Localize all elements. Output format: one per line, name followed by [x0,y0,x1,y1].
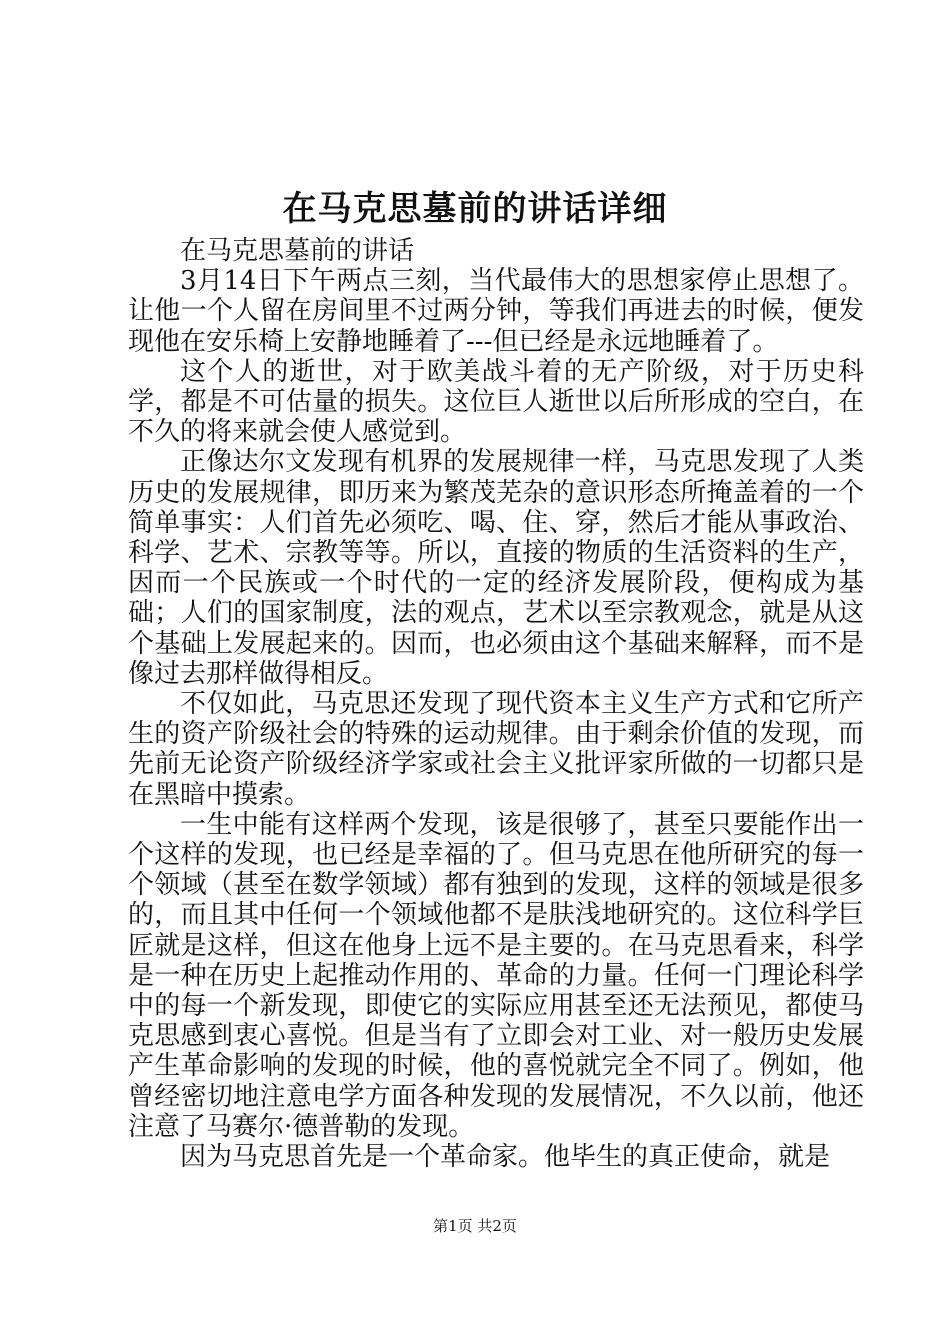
paragraph: 3月14日下午两点三刻，当代最伟大的思想家停止思想了。让他一个人留在房间里不过两分钟，等我们再进去的时候，便发现他在安乐椅上安静地睡着了---但已经是永远地睡着了。 [128,266,864,357]
paragraph: 因为马克思首先是一个革命家。他毕生的真正使命，就是 [180,1142,831,1173]
paragraph: 一生中能有这样两个发现，该是很够了，甚至只要能作出一个这样的发现，也已经是幸福的了。但马克思在他所研究的每一个领域（甚至在数学领域）都有独到的发现，这样的领域是很多的，而且其中任何一个领域他都不是肤浅地研究的。这位科学巨匠就是这样，但这在他身上远不是主要的。在马克思看来，科学是一种在历史上起推动作用的、革命的力量。任何一门理论科学中的每一个新发现，即使它的实际应用甚至还无法预见，都使马克思感到衷心喜悦。但是当有了立即会对工业、对一般历史发展产生革命影响的发现的时候，他的喜悦就完全不同了。例如，他曾经密切地注意电学方面各种发现的发展情况，不久以前，他还注意了马赛尔·德普勒的发现。 [128,809,864,1142]
paragraph: 这个人的逝世，对于欧美战斗着的无产阶级，对于历史科学，都是不可估量的损失。这位巨人逝世以后所形成的空白，在不久的将来就会使人感觉到。 [128,356,864,448]
document-title: 在马克思墓前的讲话详细 [282,189,668,229]
document-body [128,236,864,1172]
page-number-footer: 第1页 共2页 [433,1217,517,1235]
paragraph: 正像达尔文发现有机界的发展规律一样，马克思发现了人类历史的发展规律，即历来为繁茂芜杂的意识形态所掩盖着的一个简单事实：人们首先必须吃、喝、住、穿，然后才能从事政治、科学、艺术、宗教等等。所以，直接的物质的生活资料的生产，因而一个民族或一个时代的一定的经济发展阶段，便构成为基础；人们的国家制度，法的观点，艺术以至宗教观念，就是从这个基础上发展起来的。因而，也必须由这个基础来解释，而不是像过去那样做得相反。 [128,447,864,689]
paragraph-subtitle: 在马克思墓前的讲话 [180,236,415,266]
paragraph: 不仅如此，马克思还发现了现代资本主义生产方式和它所产生的资产阶级社会的特殊的运动规律。由于剩余价值的发现，而先前无论资产阶级经济学家或社会主义批评家所做的一切都只是在黑暗中摸索。 [128,689,864,810]
